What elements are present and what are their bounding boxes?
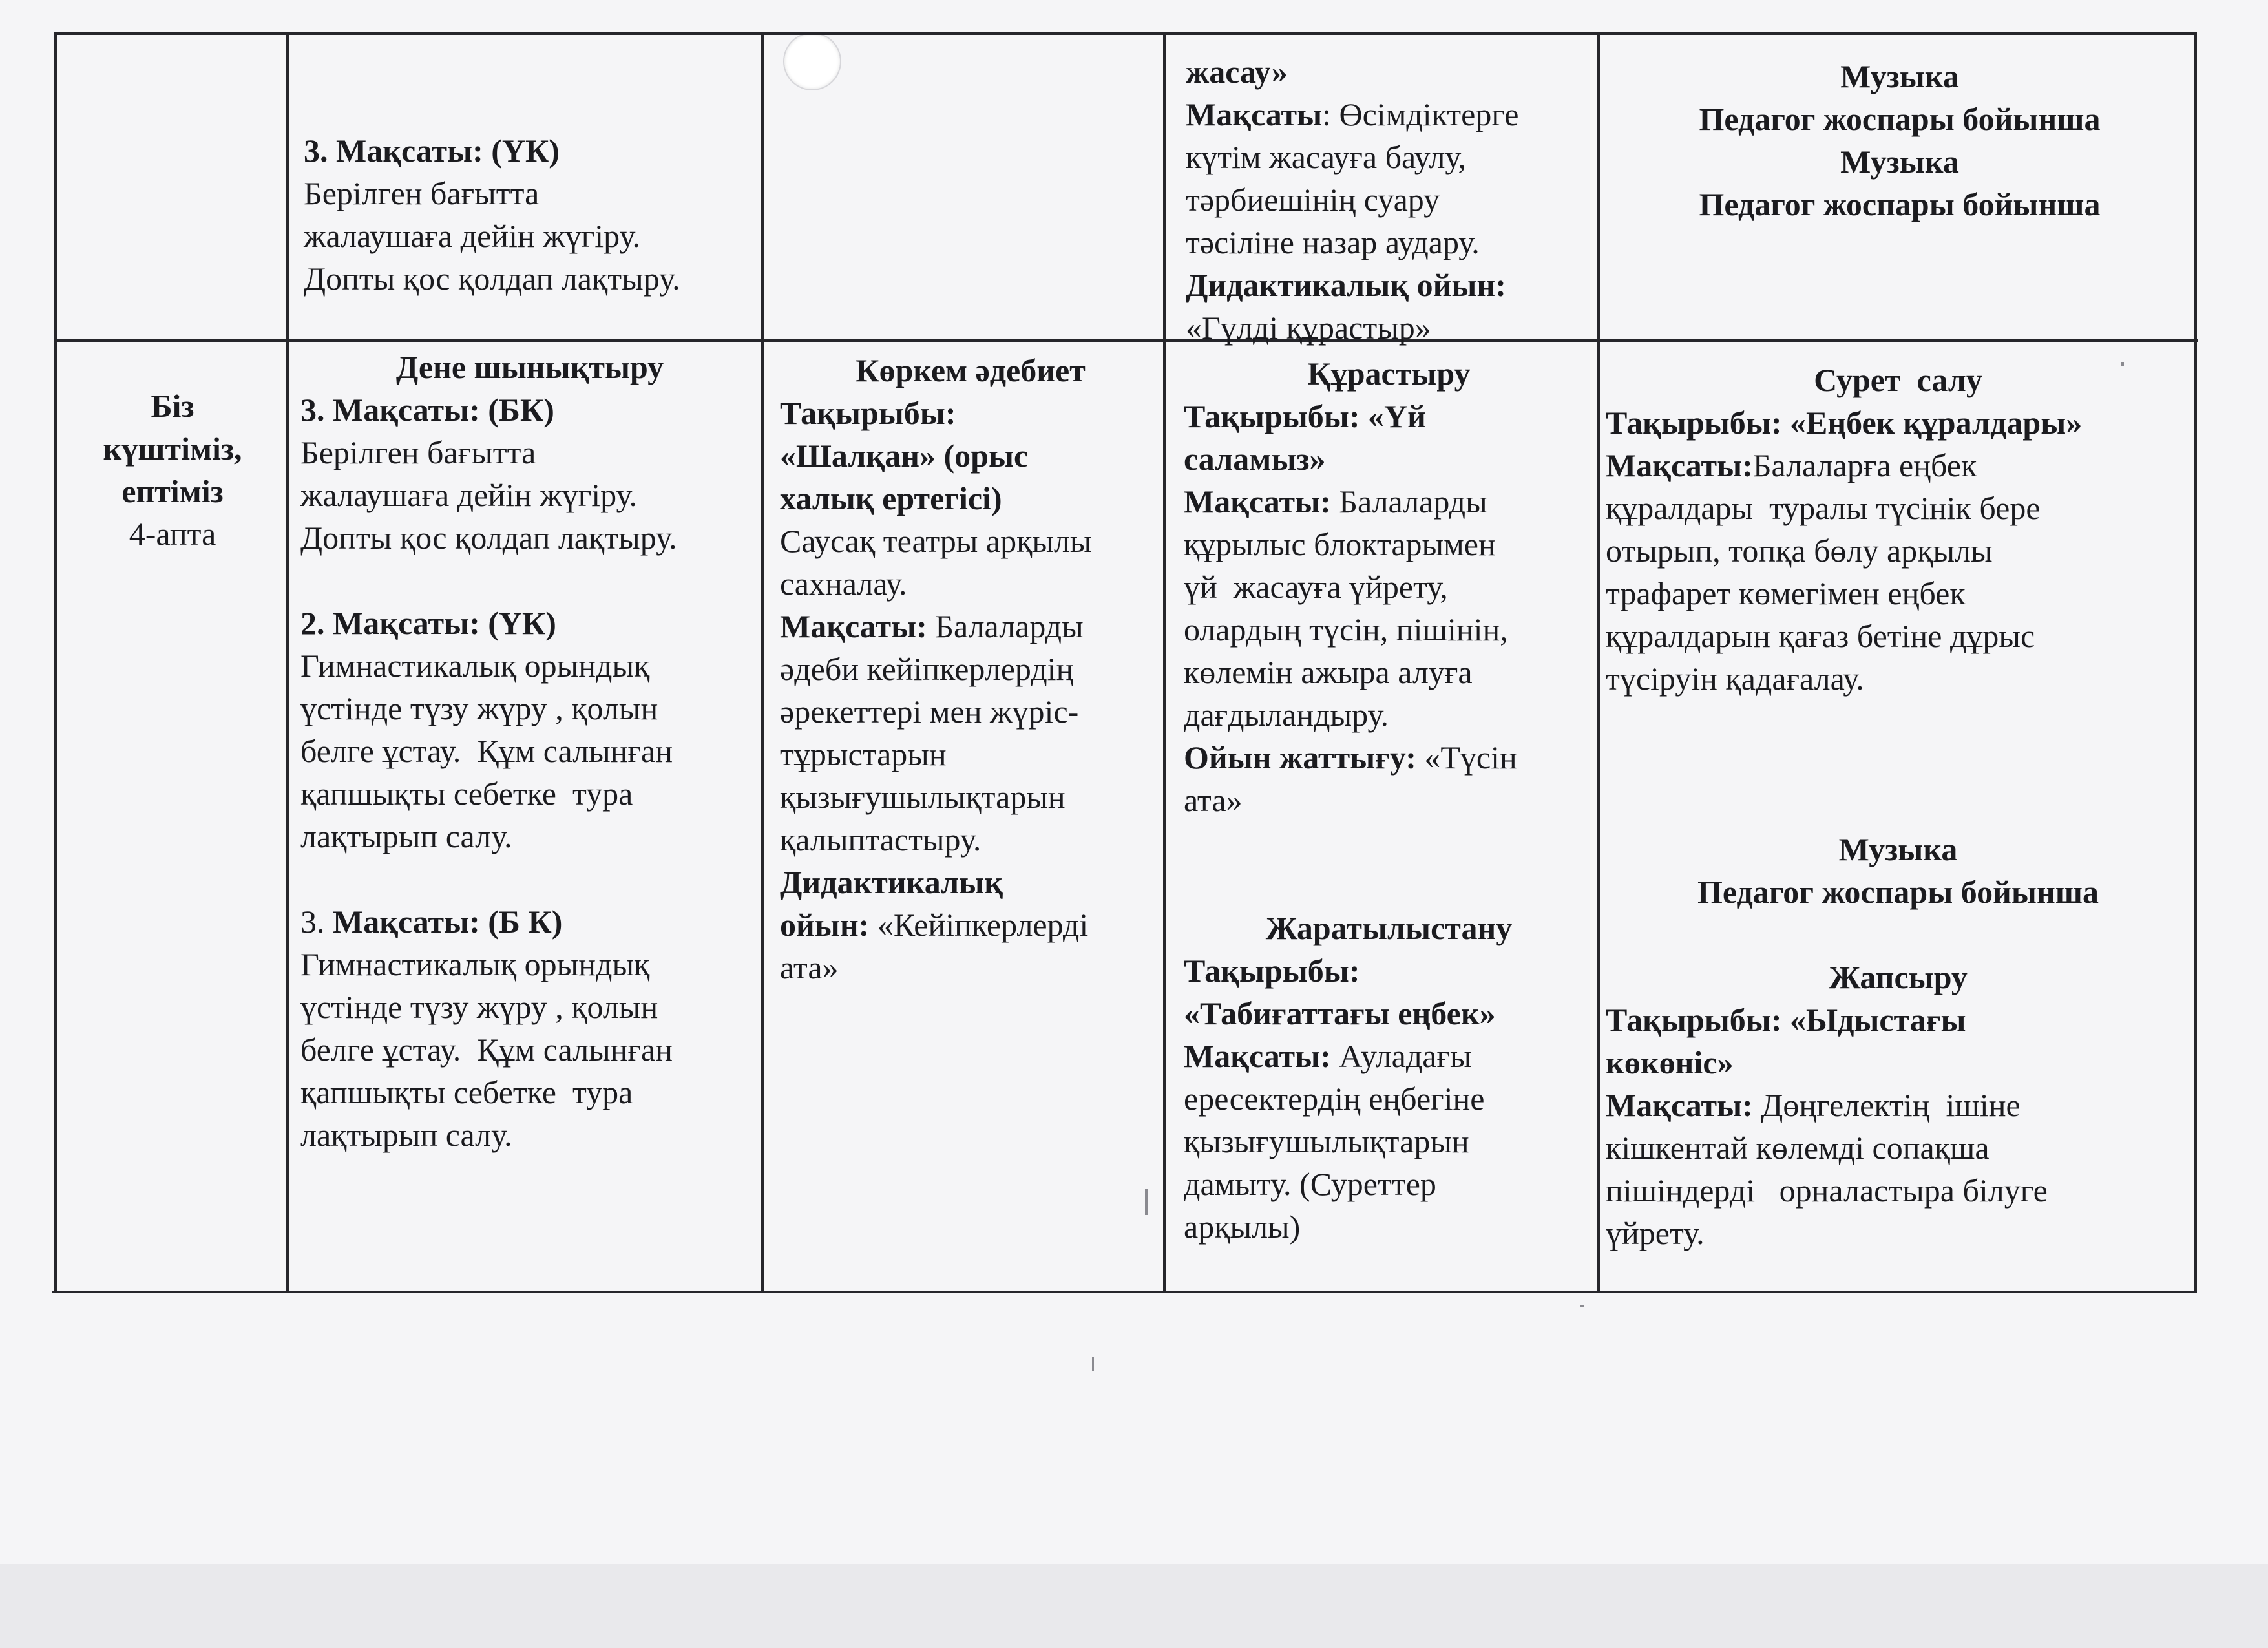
cell-text-line: Тақырыбы: «Үй <box>1184 398 1426 434</box>
table-border-right <box>2194 32 2197 1293</box>
text-bold-label: Мақсаты: <box>1184 483 1331 520</box>
cell-text-line: үйрету. <box>1606 1215 1705 1251</box>
cell-row1-nature-care <box>1186 50 1593 349</box>
cell-text-line: «Гүлді құрастыр» <box>1186 310 1431 346</box>
cell-text-line: қапшықты себетке тура <box>300 1074 633 1110</box>
cell-text-line: Дидактикалық <box>780 864 1003 900</box>
cell-text-line: күтім жасауға баулу, <box>1186 139 1466 175</box>
cell-text-line: Допты қос қолдап лақтыру. <box>300 520 677 556</box>
cell-text-line: олардың түсін, пішінін, <box>1184 611 1508 648</box>
cell-row1-music <box>1609 55 2190 226</box>
cell-text-line: Педагог жоспары бойынша <box>1699 186 2101 222</box>
cell-text-line: халық ертегісі) <box>780 480 1002 516</box>
text-body: Балаларды <box>927 608 1084 644</box>
cell-text-line: Музыка <box>1838 831 1958 867</box>
text-bold-label: Ойын жаттығу: <box>1184 739 1416 776</box>
cell-text-line: «Табиғаттағы еңбек» <box>1184 995 1496 1031</box>
cell-text-line: ептіміз <box>121 473 224 509</box>
text-body: Дөңгелектің ішіне <box>1752 1087 2021 1123</box>
text-body: : Өсімдіктерге <box>1322 96 1519 132</box>
scan-speck <box>2121 362 2124 366</box>
cell-text-line: қызығушылықтарын <box>780 779 1066 815</box>
cell-text-line: Дидактикалық ойын: <box>1186 267 1506 303</box>
scan-speck <box>1145 1189 1148 1215</box>
row-divider <box>56 339 2198 342</box>
cell-text-line: отырып, топқа бөлу арқылы <box>1606 533 1993 569</box>
column-divider-1 <box>286 32 289 1293</box>
cell-text-line: әдеби кейіпкерлердің <box>780 651 1074 687</box>
text-bold-label: Мақсаты: <box>1606 1087 1753 1123</box>
cell-text-line: дамыту. (Суреттер <box>1184 1166 1436 1202</box>
cell-text-line: арқылы) <box>1184 1209 1301 1245</box>
cell-text-line <box>1184 736 1594 779</box>
cell-text-line: Дене шынықтыру <box>395 349 664 385</box>
cell-text-line: Допты қос қолдап лақтыру. <box>304 260 680 297</box>
cell-text-line: тәсіліне назар аудару. <box>1186 224 1480 260</box>
column-divider-4 <box>1597 32 1600 1293</box>
cell-text-line: жалаушаға дейін жүгіру. <box>304 218 640 254</box>
cell-text-line: Жаратылыстану <box>1265 910 1513 946</box>
cell-text-line: ата» <box>780 949 839 986</box>
cell-text-line: үстінде түзу жүру , қолын <box>300 989 658 1025</box>
text-bold-label: Мақсаты: <box>780 608 927 644</box>
cell-text-line: белге ұстау. Құм салынған <box>300 733 673 769</box>
cell-text-line: ата» <box>1184 782 1243 818</box>
cell-text-line: Көркем әдебиет <box>856 352 1086 388</box>
cell-text-line: Музыка <box>1840 58 1959 94</box>
cell-text-line: құрылыс блоктарымен <box>1184 526 1496 562</box>
cell-text-line: ересектердің еңбегіне <box>1184 1081 1485 1117</box>
cell-text-line: белге ұстау. Құм салынған <box>300 1031 673 1068</box>
text-body: «Түсін <box>1416 739 1517 776</box>
cell-text-line: түсіруін қадағалау. <box>1606 660 1864 697</box>
cell-text-line <box>1184 1035 1594 1077</box>
cell-text-line: күштіміз, <box>103 430 242 467</box>
cell-text-line: Сурет салу <box>1814 362 1982 398</box>
cell-text-line: Тақырыбы: «Ыдыстағы <box>1606 1002 1966 1038</box>
cell-text-line: Саусақ театры арқылы <box>780 523 1092 559</box>
cell-text-line <box>1606 700 2190 743</box>
cell-text-line: Гимнастикалық орындық <box>300 648 650 684</box>
cell-text-line <box>780 605 1161 648</box>
cell-text-line: қапшықты себетке тура <box>300 776 633 812</box>
cell-text-line <box>300 858 759 900</box>
cell-text-line: жалаушаға дейін жүгіру. <box>300 477 637 513</box>
column-divider-3 <box>1163 32 1166 1293</box>
cell-text-line: тәрбиешінің суару <box>1186 182 1440 218</box>
cell-text-line: 3. Мақсаты: (ҮК) <box>304 132 560 169</box>
table-border-top <box>57 32 2197 35</box>
cell-text-line <box>1606 785 2190 828</box>
cell-row2-construction-nature <box>1184 352 1594 1248</box>
cell-text-line: дағдыландыру. <box>1184 697 1389 733</box>
cell-text-line: әрекеттері мен жүріс- <box>780 693 1079 730</box>
cell-text-line: Педагог жоспары бойынша <box>1699 101 2101 137</box>
column-divider-2 <box>761 32 764 1293</box>
cell-text-line: Тақырыбы: <box>1184 953 1360 989</box>
scan-shadow-strip <box>0 1564 2268 1648</box>
cell-text-line <box>1184 480 1594 523</box>
cell-text-line <box>1186 93 1593 136</box>
cell-text-line: 2. Мақсаты: (ҮК) <box>300 605 556 641</box>
cell-text-line <box>1606 743 2190 785</box>
cell-text-line <box>1606 1084 2190 1126</box>
cell-text-line <box>1184 821 1594 864</box>
text-bold-label: Мақсаты: (Б К) <box>333 903 563 940</box>
cell-text-line <box>300 559 759 602</box>
cell-text-line: тұрыстарын <box>780 736 947 772</box>
cell-text-line: Берілген бағытта <box>304 175 540 211</box>
cell-text-line <box>1606 913 2190 956</box>
cell-text-line: Тақырыбы: <box>780 395 956 431</box>
scan-speck <box>1092 1357 1094 1371</box>
cell-text-line: үстінде түзу жүру , қолын <box>300 690 658 726</box>
cell-text-line: Гимнастикалық орындық <box>300 946 650 982</box>
text-lead: 3. <box>300 903 333 940</box>
cell-text-line: көкөніс» <box>1606 1044 1734 1081</box>
text-bold-label: Мақсаты <box>1186 96 1323 132</box>
cell-text-line: 4-апта <box>129 516 216 552</box>
cell-text-line: Жапсыру <box>1829 959 1968 995</box>
table-border-bottom <box>52 1291 2197 1293</box>
cell-text-line: қалыптастыру. <box>780 821 982 858</box>
cell-text-line: қызығушылықтарын <box>1184 1123 1469 1159</box>
cell-text-line: көлемін ажыра алуға <box>1184 654 1473 690</box>
cell-text-line: үй жасауға үйрету, <box>1184 569 1448 605</box>
cell-text-line: лақтырып салу. <box>300 818 512 854</box>
text-body: Балаларға еңбек <box>1752 447 1977 483</box>
text-body: Балаларды <box>1330 483 1487 520</box>
cell-text-line: саламыз» <box>1184 441 1326 477</box>
cell-text-line: Құрастыру <box>1307 355 1471 392</box>
cell-row1-physical-goals <box>304 129 756 300</box>
cell-text-line: кішкентай көлемді сопақша <box>1606 1130 1990 1166</box>
cell-text-line <box>1184 864 1594 907</box>
cell-row2-physical-education <box>300 346 759 1156</box>
cell-text-line: лақтырып салу. <box>300 1117 512 1153</box>
cell-row2-literature <box>780 349 1161 989</box>
cell-text-line: трафарет көмегімен еңбек <box>1606 575 1966 611</box>
cell-text-line: Біз <box>151 388 194 424</box>
cell-row2-drawing-music-applique <box>1606 359 2190 1254</box>
table-border-left <box>54 32 57 1293</box>
cell-text-line: Педагог жоспары бойынша <box>1697 874 2099 910</box>
cell-text-line: Тақырыбы: «Еңбек құралдары» <box>1606 405 2083 441</box>
cell-text-line: сахналау. <box>780 565 907 602</box>
text-bold-label: Мақсаты: <box>1184 1038 1331 1074</box>
cell-text-line <box>1606 444 2190 487</box>
cell-row2-theme-week <box>59 385 286 555</box>
text-bold-label: ойын: <box>780 907 870 943</box>
scan-speck <box>1580 1305 1584 1307</box>
cell-text-line <box>300 900 759 943</box>
cell-text-line: пішіндерді орналастыра білуге <box>1606 1172 2048 1209</box>
cell-text-line: құралдары туралы түсінік бере <box>1606 490 2041 526</box>
text-bold-label: Мақсаты: <box>1606 447 1753 483</box>
cell-text-line: құралдарын қағаз бетіне дұрыс <box>1606 618 2035 654</box>
cell-text-line: Берілген бағытта <box>300 434 536 470</box>
text-body: Ауладағы <box>1330 1038 1472 1074</box>
text-body: «Кейіпкерлерді <box>869 907 1089 943</box>
cell-text-line <box>780 903 1161 946</box>
cell-text-line: «Шалқан» (орыс <box>780 438 1029 474</box>
cell-text-line: жасау» <box>1186 54 1288 90</box>
cell-text-line: Музыка <box>1840 143 1959 180</box>
cell-text-line: 3. Мақсаты: (БК) <box>300 392 554 428</box>
punch-hole <box>783 32 841 90</box>
